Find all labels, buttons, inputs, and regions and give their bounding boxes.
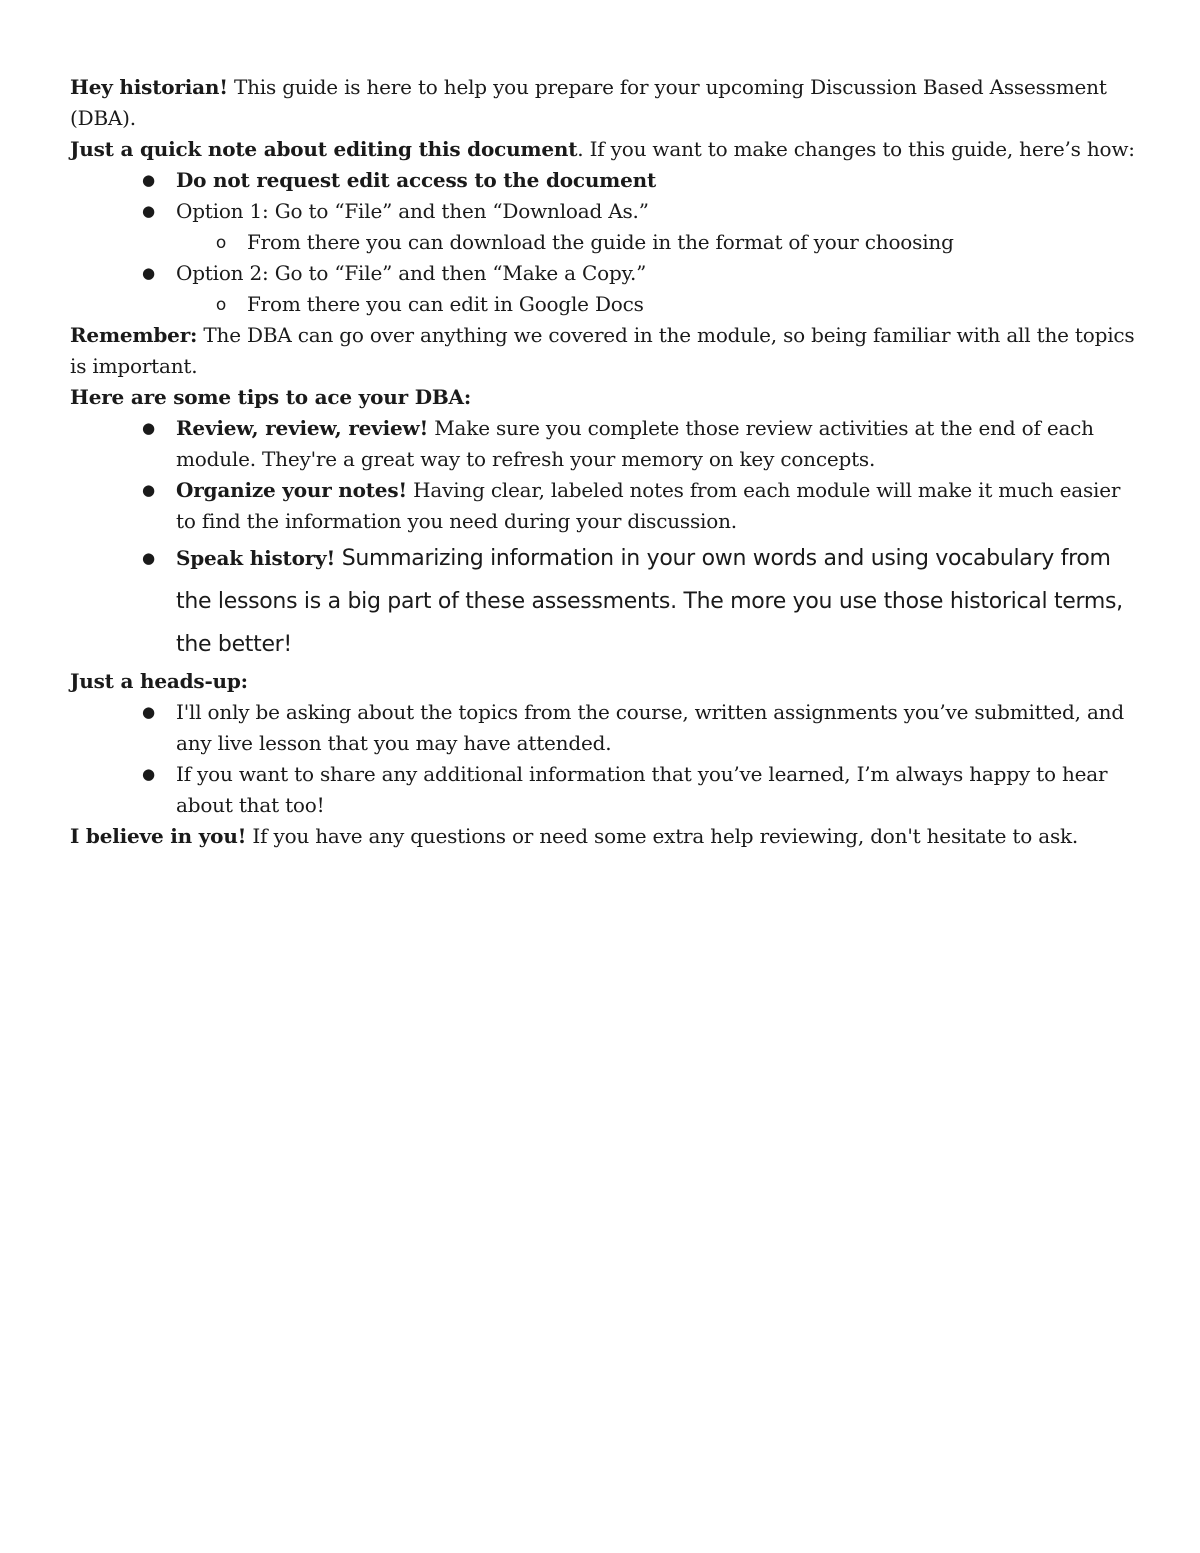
bullet-icon: ● — [142, 549, 155, 567]
heads-up-heading — [70, 666, 1140, 697]
bullet-icon: ● — [142, 481, 155, 499]
heads-up-text: I'll only be asking about the topics from the course, written assignments you’ve submitted, and any live lesson that you may have attended. — [176, 700, 1124, 755]
document-body — [70, 72, 1140, 852]
bullet-icon: ● — [142, 202, 155, 220]
edit-note-text: . If you want to make changes to this guide, here’s how: — [577, 137, 1135, 161]
remember-paragraph — [70, 320, 1140, 382]
tips-list — [70, 413, 1140, 666]
remember-text: The DBA can go over anything we covered in the module, so being familiar with all the topics is important. — [70, 323, 1135, 378]
intro-paragraph — [70, 72, 1140, 134]
hollow-bullet-icon: o — [215, 233, 227, 253]
closing-lead: I believe in you! — [70, 824, 247, 848]
edit-item-text: Option 1: Go to “File” and then “Download As.” — [176, 199, 649, 223]
remember-lead: Remember: — [70, 323, 198, 347]
edit-item-bold: Do not request edit access to the document — [176, 168, 657, 192]
closing-paragraph — [70, 821, 1140, 852]
tip-text: Make sure you complete those review activities at the end of each module. They're a great way to refresh your memory on key concepts. — [176, 416, 1094, 471]
sub-item-text: From there you can download the guide in the format of your choosing — [247, 230, 954, 254]
hollow-bullet-icon: o — [215, 295, 227, 315]
sub-item-text: From there you can edit in Google Docs — [247, 292, 644, 316]
list-item — [70, 165, 1140, 196]
edit-item-text: Option 2: Go to “File” and then “Make a Copy.” — [176, 261, 647, 285]
edit-note-paragraph — [70, 134, 1140, 165]
sub-list — [176, 227, 1140, 258]
list-item — [70, 537, 1140, 666]
sub-list-item — [70, 289, 1140, 320]
list-item — [70, 759, 1140, 821]
edit-options-list — [70, 165, 1140, 320]
tip-text: Having clear, labeled notes from each module will make it much easier to find the information you need during your discussion. — [176, 478, 1121, 533]
closing-text: If you have any questions or need some extra help reviewing, don't hesitate to ask. — [246, 824, 1079, 848]
tip-lead: Review, review, review! — [176, 416, 429, 440]
tip-lead: Speak history! — [176, 546, 336, 570]
sub-list-item — [70, 227, 1140, 258]
tips-heading — [70, 382, 1140, 413]
intro-text: This guide is here to help you prepare for your upcoming Discussion Based Assessment (DBA). — [70, 75, 1107, 130]
bullet-icon: ● — [142, 264, 155, 282]
tip-lead: Organize your notes! — [176, 478, 407, 502]
list-item — [70, 475, 1140, 537]
bullet-icon: ● — [142, 419, 155, 437]
list-item — [70, 413, 1140, 475]
intro-lead: Hey historian! — [70, 75, 228, 99]
sub-list — [176, 289, 1140, 320]
edit-note-lead: Just a quick note about editing this document — [70, 137, 578, 161]
heads-up-heading-text: Just a heads-up: — [70, 669, 248, 693]
bullet-icon: ● — [142, 765, 155, 783]
bullet-icon: ● — [142, 171, 155, 189]
list-item — [70, 196, 1140, 258]
bullet-icon: ● — [142, 703, 155, 721]
list-item — [70, 697, 1140, 759]
tips-heading-text: Here are some tips to ace your DBA: — [70, 385, 472, 409]
list-item — [70, 258, 1140, 320]
tip-text: Summarizing information in your own words and using vocabulary from the lessons is a big part of these assessments. The more you use those historical terms, the better! — [176, 546, 1123, 657]
heads-up-list — [70, 697, 1140, 821]
heads-up-text: If you want to share any additional information that you’ve learned, I’m always happy to hear about that too! — [176, 762, 1108, 817]
